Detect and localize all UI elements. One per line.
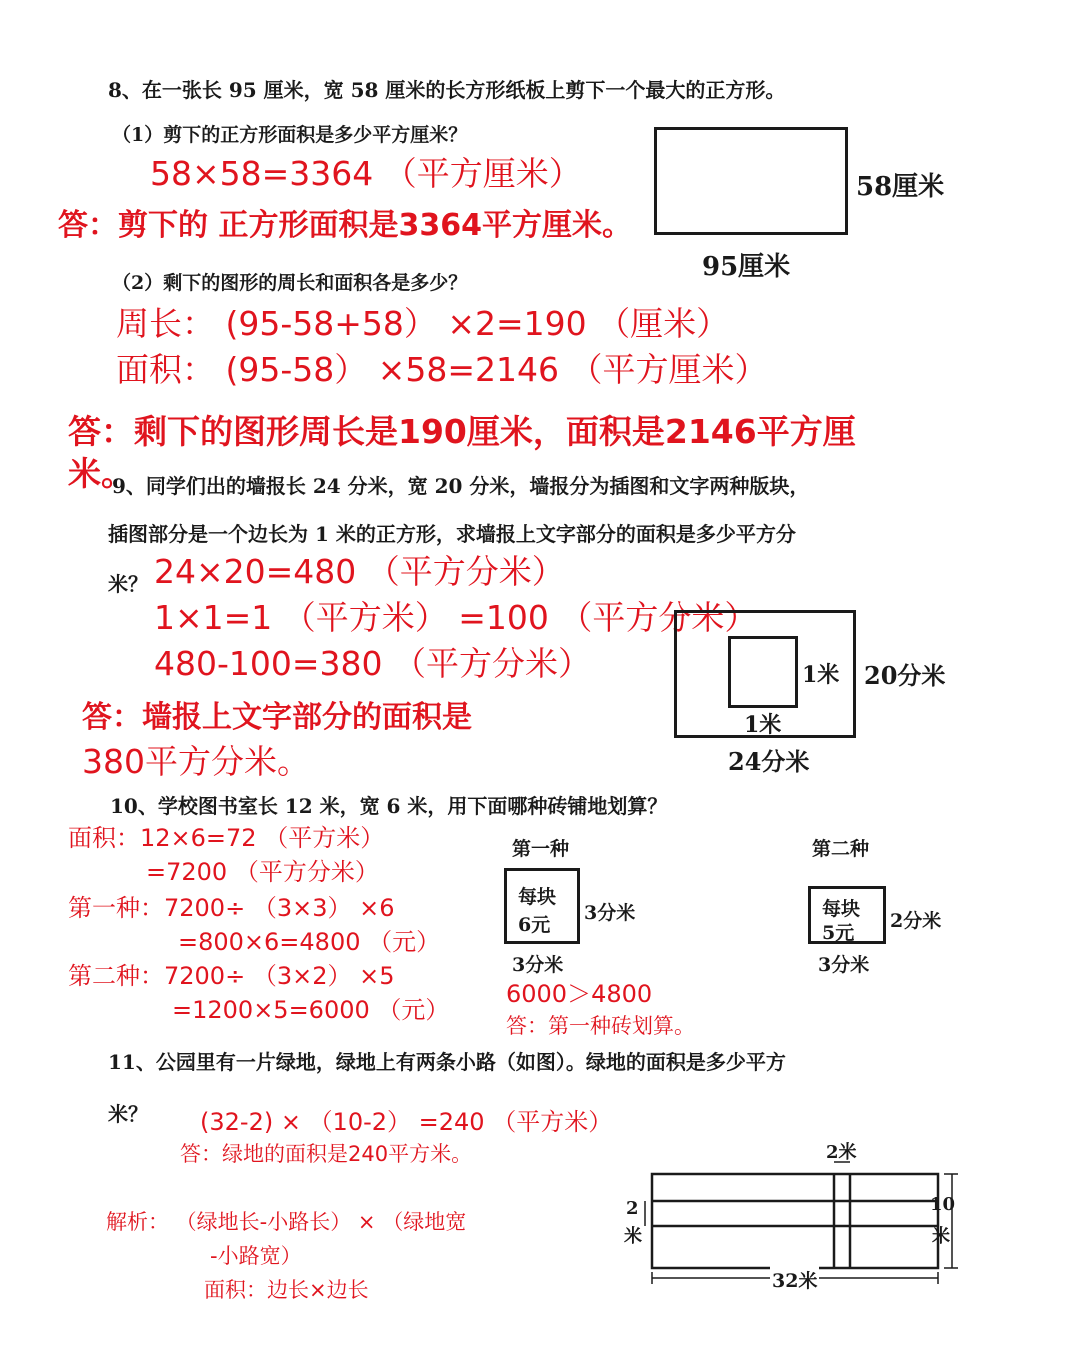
q11-fig-top-label: 2米 (826, 1142, 857, 1163)
q8-answer2-line1: 答：剩下的图形周长是190厘米，面积是2146平方厘 (68, 412, 856, 451)
q11-fig-bottom-label: 32米 (770, 1266, 819, 1293)
q11-fig-left-label-b: 米 (624, 1226, 642, 1247)
q10-type2-line1: 第二种：7200÷ （3×2） ×5 (68, 962, 395, 990)
q9-fig-width-label: 24分米 (728, 747, 810, 776)
q11-line2: 米？ (108, 1102, 148, 1126)
q11-analysis-line1: 解析： （绿地长-小路长） × （绿地宽 (106, 1210, 467, 1234)
q9-answer-line2: 380平方分米。 (82, 742, 310, 781)
q10-area-line2: =7200 （平方分米） (146, 858, 379, 886)
q11-calc: (32-2) × （10-2） =240 （平方米） (200, 1108, 613, 1136)
q11-analysis-line2: -小路宽） (210, 1244, 302, 1268)
q11-title: 11、公园里有一片绿地，绿地上有两条小路（如图）。绿地的面积是多少平方 (108, 1050, 786, 1074)
q9-answer-line1: 答：墙报上文字部分的面积是 (82, 700, 472, 735)
q11-answer: 答：绿地的面积是240平方米。 (180, 1142, 473, 1166)
q10-area-line1: 面积：12×6=72 （平方米） (68, 824, 385, 852)
q10-answer: 答：第一种砖划算。 (506, 1014, 695, 1038)
q10-tile1-side-label: 3分米 (584, 902, 636, 924)
q10-tile2-text1: 每块 (822, 898, 861, 920)
q9-inner-side-label: 1米 (802, 662, 840, 688)
q10-type2-line2: =1200×5=6000 （元） (172, 996, 450, 1024)
q10-tile2-text2: 5元 (822, 922, 855, 944)
q9-calc1: 24×20=480 （平方分米） (154, 552, 565, 591)
q8-fig-width-label: 95厘米 (702, 252, 791, 282)
q9-line2: 插图部分是一个边长为 1 米的正方形，求墙报上文字部分的面积是多少平方分 (108, 522, 796, 546)
q10-tile1-text2: 6元 (518, 914, 551, 936)
q10-compare: 6000＞4800 (506, 980, 653, 1008)
q10-tile1-label: 第一种 (512, 838, 570, 860)
q8-calc1: 58×58=3364 （平方厘米） (150, 154, 582, 193)
q8-fig-height-label: 58厘米 (856, 172, 945, 202)
q10-title: 10、学校图书室长 12 米，宽 6 米，用下面哪种砖铺地划算？ (110, 794, 668, 818)
q11-fig-left-label-a: 2 (626, 1198, 639, 1219)
q11-fig-right-label-a: 10 (930, 1194, 956, 1215)
q9-fig-height-label: 20分米 (864, 661, 946, 690)
q10-tile2-bottom-label: 3分米 (818, 954, 870, 976)
q8-part1: （1）剪下的正方形面积是多少平方厘米？ (112, 124, 468, 146)
q10-type1-line2: =800×6=4800 （元） (178, 928, 441, 956)
q8-part2: （2）剩下的图形的周长和面积各是多少？ (112, 272, 468, 294)
q9-line3: 米？ (108, 572, 148, 596)
q11-analysis-line3: 面积：边长×边长 (204, 1278, 369, 1302)
q8-area-calc: 面积： (95-58） ×58=2146 （平方厘米） (116, 350, 768, 389)
q8-title: 8、在一张长 95 厘米，宽 58 厘米的长方形纸板上剪下一个最大的正方形。 (108, 78, 786, 102)
q8-answer1: 答：剪下的 正方形面积是3364平方厘米。 (58, 208, 632, 243)
q11-fig-right-label-b: 米 (932, 1226, 950, 1247)
q9-title: 9、同学们出的墙报长 24 分米，宽 20 分米，墙报分为插图和文字两种版块， (112, 474, 810, 498)
q10-tile2-label: 第二种 (812, 838, 870, 860)
q10-tile1-bottom-label: 3分米 (512, 954, 564, 976)
q10-tile2-side-label: 2分米 (890, 910, 942, 932)
q10-tile1-text1: 每块 (518, 886, 557, 908)
q10-type1-line1: 第一种：7200÷ （3×3） ×6 (68, 894, 395, 922)
q9-inner-bottom-label: 1米 (744, 712, 782, 738)
q9-calc3: 480-100=380 （平方分米） (154, 644, 592, 683)
q9-calc2: 1×1=1 （平方米） =100 （平方分米） (154, 598, 758, 637)
q8-answer2-line2: 米。 (68, 454, 134, 493)
q8-perimeter-calc: 周长： (95-58+58） ×2=190 （厘米） (116, 304, 730, 343)
